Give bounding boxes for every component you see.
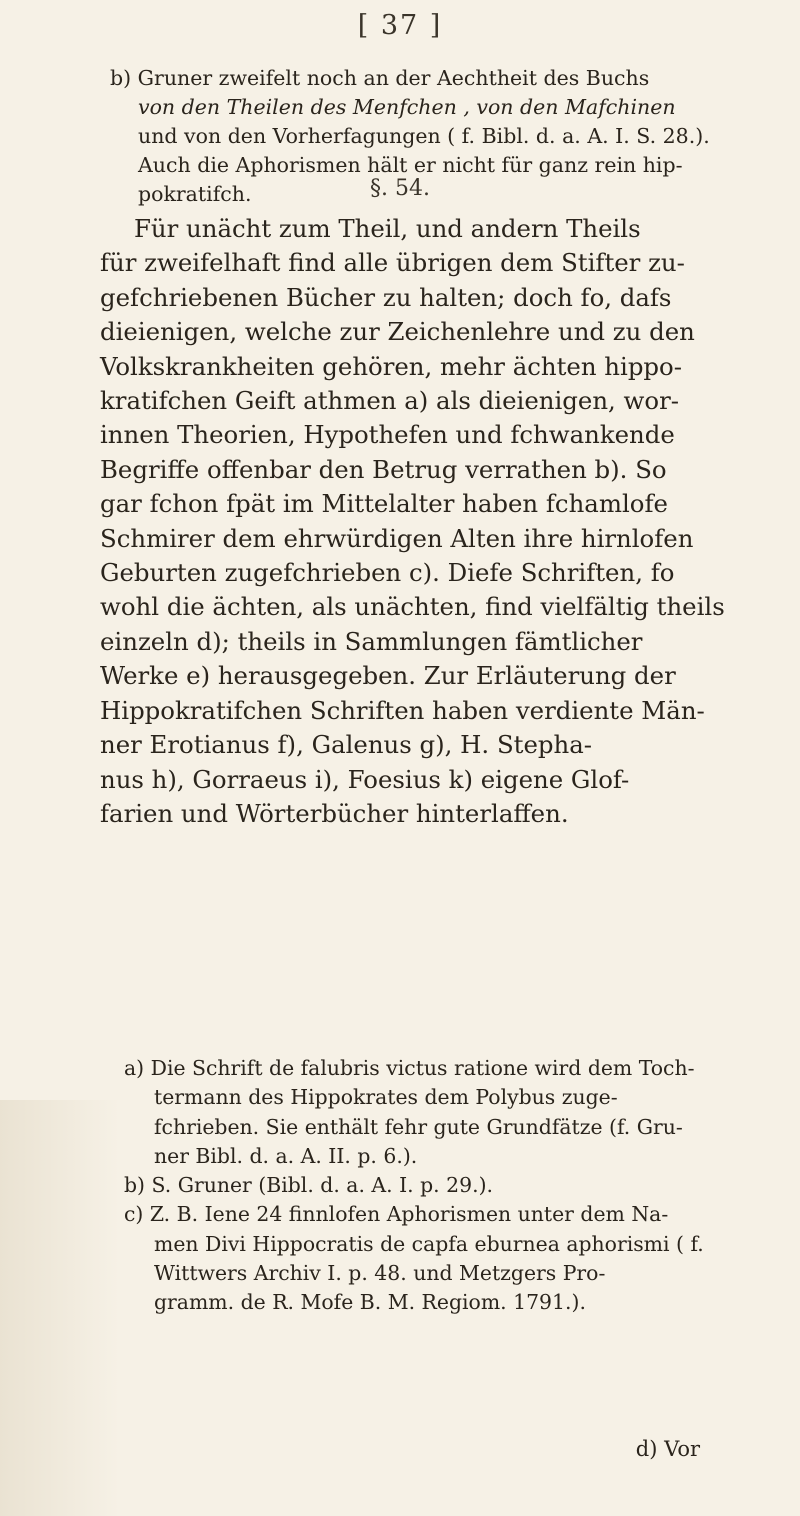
text-line: Hippokratifchen Schriften haben verdiente Män-	[100, 695, 705, 725]
text-line: wohl die ächten, als unächten, find vielfältig theils	[100, 592, 725, 622]
text-line: ner Erotianus f), Galenus g), H. Stepha-	[100, 730, 592, 760]
text-line: Werke e) herausgegeben. Zur Erläuterung der	[100, 661, 676, 691]
text-line: Für unächt zum Theil, und andern Theils	[134, 214, 641, 243]
page-stain	[0, 1100, 120, 1516]
text-line: von den Theilen des Menfchen , von den Mafchinen	[138, 95, 676, 119]
footnote-line: fchrieben. Sie enthält fehr gute Grundfätze (f. Gru-	[154, 1114, 683, 1139]
text-line: dieienigen, welche zur Zeichenlehre und zu den	[100, 317, 695, 347]
text-line: kratifchen Geift athmen a) als dieienigen, wor-	[100, 386, 679, 416]
catchword: d) Vor	[635, 1437, 700, 1461]
text-line: gar fchon fpät im Mittelalter haben fchamlofe	[100, 489, 668, 519]
page-number: [ 37 ]	[357, 10, 443, 41]
footnote-line: Wittwers Archiv I. p. 48. und Metzgers Pro-	[154, 1261, 606, 1286]
footnote-line: b) S. Gruner (Bibl. d. a. A. I. p. 29.).	[124, 1173, 494, 1198]
text-line: einzeln d); theils in Sammlungen fämtlicher	[100, 626, 643, 656]
text-line: für zweifelhaft find alle übrigen dem Stifter zu-	[100, 248, 685, 278]
text-line: pokratifch.	[138, 182, 252, 206]
text-line: Begriffe offenbar den Betrug verrathen b). So	[100, 454, 667, 484]
text-line: Schmirer dem ehrwürdigen Alten ihre hirnlofen	[100, 523, 694, 553]
footnote-line: a) Die Schrift de falubris victus ratione wird dem Toch-	[124, 1056, 695, 1080]
text-line: Auch die Aphorismen hält er nicht für ganz rein hip-	[138, 153, 683, 177]
text-line: gefchriebenen Bücher zu halten; doch fo, dafs	[100, 282, 672, 312]
section-heading: §. 54.	[370, 176, 430, 201]
footnote-line: ner Bibl. d. a. A. II. p. 6.).	[154, 1143, 418, 1168]
footnote-line: men Divi Hippocratis de capfa eburnea aphorismi ( f.	[154, 1231, 704, 1256]
text-line: Geburten zugefchrieben c). Diefe Schriften, fo	[100, 558, 675, 588]
text-line: nus h), Gorraeus i), Foesius k) eigene Glof-	[100, 764, 630, 794]
footnote-line: termann des Hippokrates dem Polybus zuge-	[154, 1085, 618, 1110]
footnote-line: c) Z. B. Iene 24 finnlofen Aphorismen unter dem Na-	[124, 1202, 669, 1227]
text-line: b) Gruner zweifelt noch an der Aechtheit des Buchs	[110, 66, 650, 90]
footnote-line: gramm. de R. Mofe B. M. Regiom. 1791.).	[154, 1290, 586, 1315]
main-paragraph	[100, 212, 780, 831]
text-line: und von den Vorherfagungen ( f. Bibl. d. a. A. I. S. 28.).	[138, 124, 710, 148]
footnotes	[124, 1054, 784, 1318]
text-line: innen Theorien, Hypothefen und fchwankende	[100, 420, 675, 450]
text-line: Volkskrankheiten gehören, mehr ächten hippo-	[100, 351, 682, 381]
text-line: farien und Wörterbücher hinterlaffen.	[100, 798, 569, 828]
